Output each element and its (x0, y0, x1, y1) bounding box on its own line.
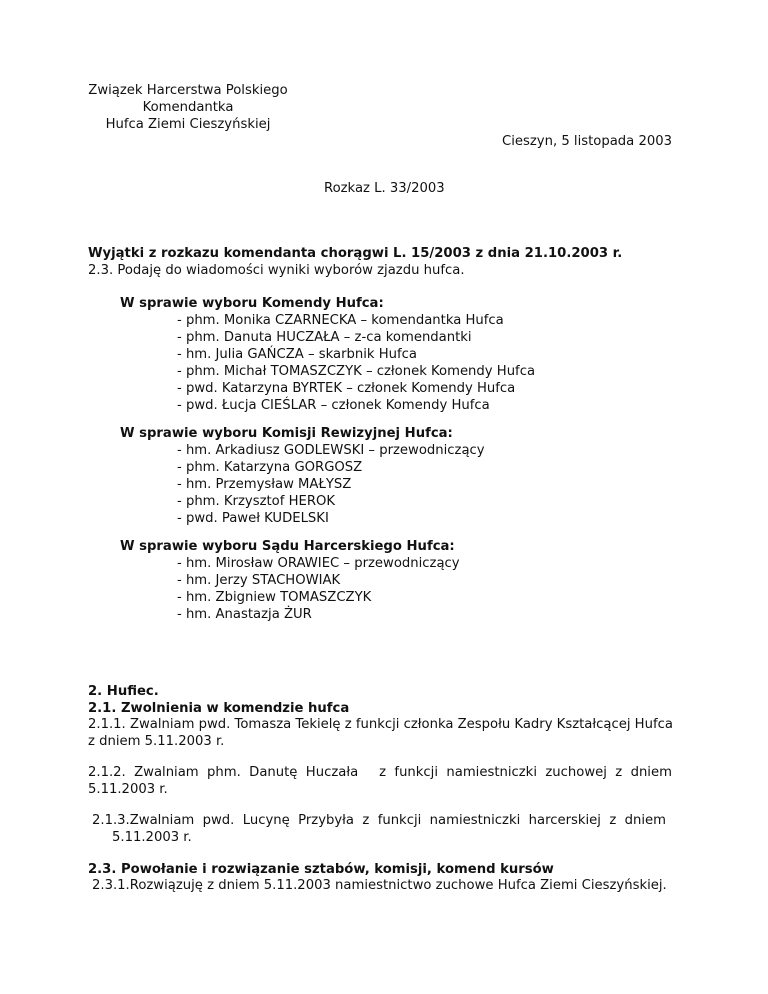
list-item: - hm. Jerzy STACHOWIAK (177, 573, 341, 588)
paragraph-2-1-3-line1: 2.1.3.Zwalniam pwd. Lucynę Przybyła z funkcji namiestniczki harcerskiej z dniem (92, 813, 666, 828)
list-item: - hm. Arkadiusz GODLEWSKI – przewodniczący (177, 443, 485, 458)
org-header (88, 82, 288, 133)
paragraph-2-1-2-line2: 5.11.2003 r. (88, 782, 168, 797)
excerpt-intro: 2.3. Podaję do wiadomości wyniki wyborów zjazdu hufca. (88, 263, 465, 278)
list-item: - phm. Monika CZARNECKA – komendantka Hufca (177, 313, 504, 328)
subsection-heading: 2.1. Zwolnienia w komendzie hufca (88, 701, 350, 716)
paragraph-2-1-3-line2: 5.11.2003 r. (112, 830, 192, 845)
komenda-heading: W sprawie wyboru Komendy Hufca: (120, 296, 384, 311)
paragraph-2-1-1-line2: z dniem 5.11.2003 r. (88, 734, 225, 749)
list-item: - pwd. Łucja CIEŚLAR – członek Komendy Hufca (177, 398, 490, 413)
sad-heading: W sprawie wyboru Sądu Harcerskiego Hufca: (120, 539, 455, 554)
org-unit: Hufca Ziemi Cieszyńskiej (105, 117, 271, 132)
place-date: Cieszyn, 5 listopada 2003 (502, 134, 673, 149)
sad-list (177, 555, 460, 623)
komisja-heading: W sprawie wyboru Komisji Rewizyjnej Hufca: (120, 426, 453, 441)
list-item: - hm. Julia GAŃCZA – skarbnik Hufca (177, 347, 417, 362)
section-heading: 2. Hufiec. (88, 684, 159, 699)
excerpt-heading: Wyjątki z rozkazu komendanta chorągwi L. 15/2003 z dnia 21.10.2003 r. (88, 246, 623, 261)
komisja-list (177, 442, 485, 527)
list-item: - hm. Anastazja ŻUR (177, 607, 312, 622)
list-item: - phm. Katarzyna GORGOSZ (177, 460, 363, 475)
list-item: - hm. Mirosław ORAWIEC – przewodniczący (177, 556, 460, 571)
org-name: Związek Harcerstwa Polskiego (88, 83, 288, 98)
list-item: - hm. Przemysław MAŁYSZ (177, 477, 352, 492)
komenda-list (177, 312, 535, 414)
list-item: - phm. Danuta HUCZAŁA – z-ca komendantki (177, 330, 472, 345)
list-item: - pwd. Katarzyna BYRTEK – członek Komendy Hufca (177, 381, 516, 396)
org-role: Komendantka (142, 100, 234, 115)
paragraph-2-3-1: 2.3.1.Rozwiązuję z dniem 5.11.2003 namiestnictwo zuchowe Hufca Ziemi Cieszyńskiej. (92, 878, 667, 893)
list-item: - hm. Zbigniew TOMASZCZYK (177, 590, 372, 605)
paragraph-2-1-2-line1: 2.1.2. Zwalniam phm. Danutę Huczała z funkcji namiestniczki zuchowej z dniem (88, 765, 672, 780)
list-item: - phm. Michał TOMASZCZYK – członek Komendy Hufca (177, 364, 536, 379)
subsection-heading: 2.3. Powołanie i rozwiązanie sztabów, komisji, komend kursów (88, 862, 554, 877)
paragraph-2-1-1-line1: 2.1.1. Zwalniam pwd. Tomasza Tekielę z funkcji członka Zespołu Kadry Kształcącej Hufca (88, 717, 673, 732)
list-item: - phm. Krzysztof HEROK (177, 494, 336, 509)
order-title: Rozkaz L. 33/2003 (324, 181, 445, 196)
list-item: - pwd. Paweł KUDELSKI (177, 511, 329, 526)
